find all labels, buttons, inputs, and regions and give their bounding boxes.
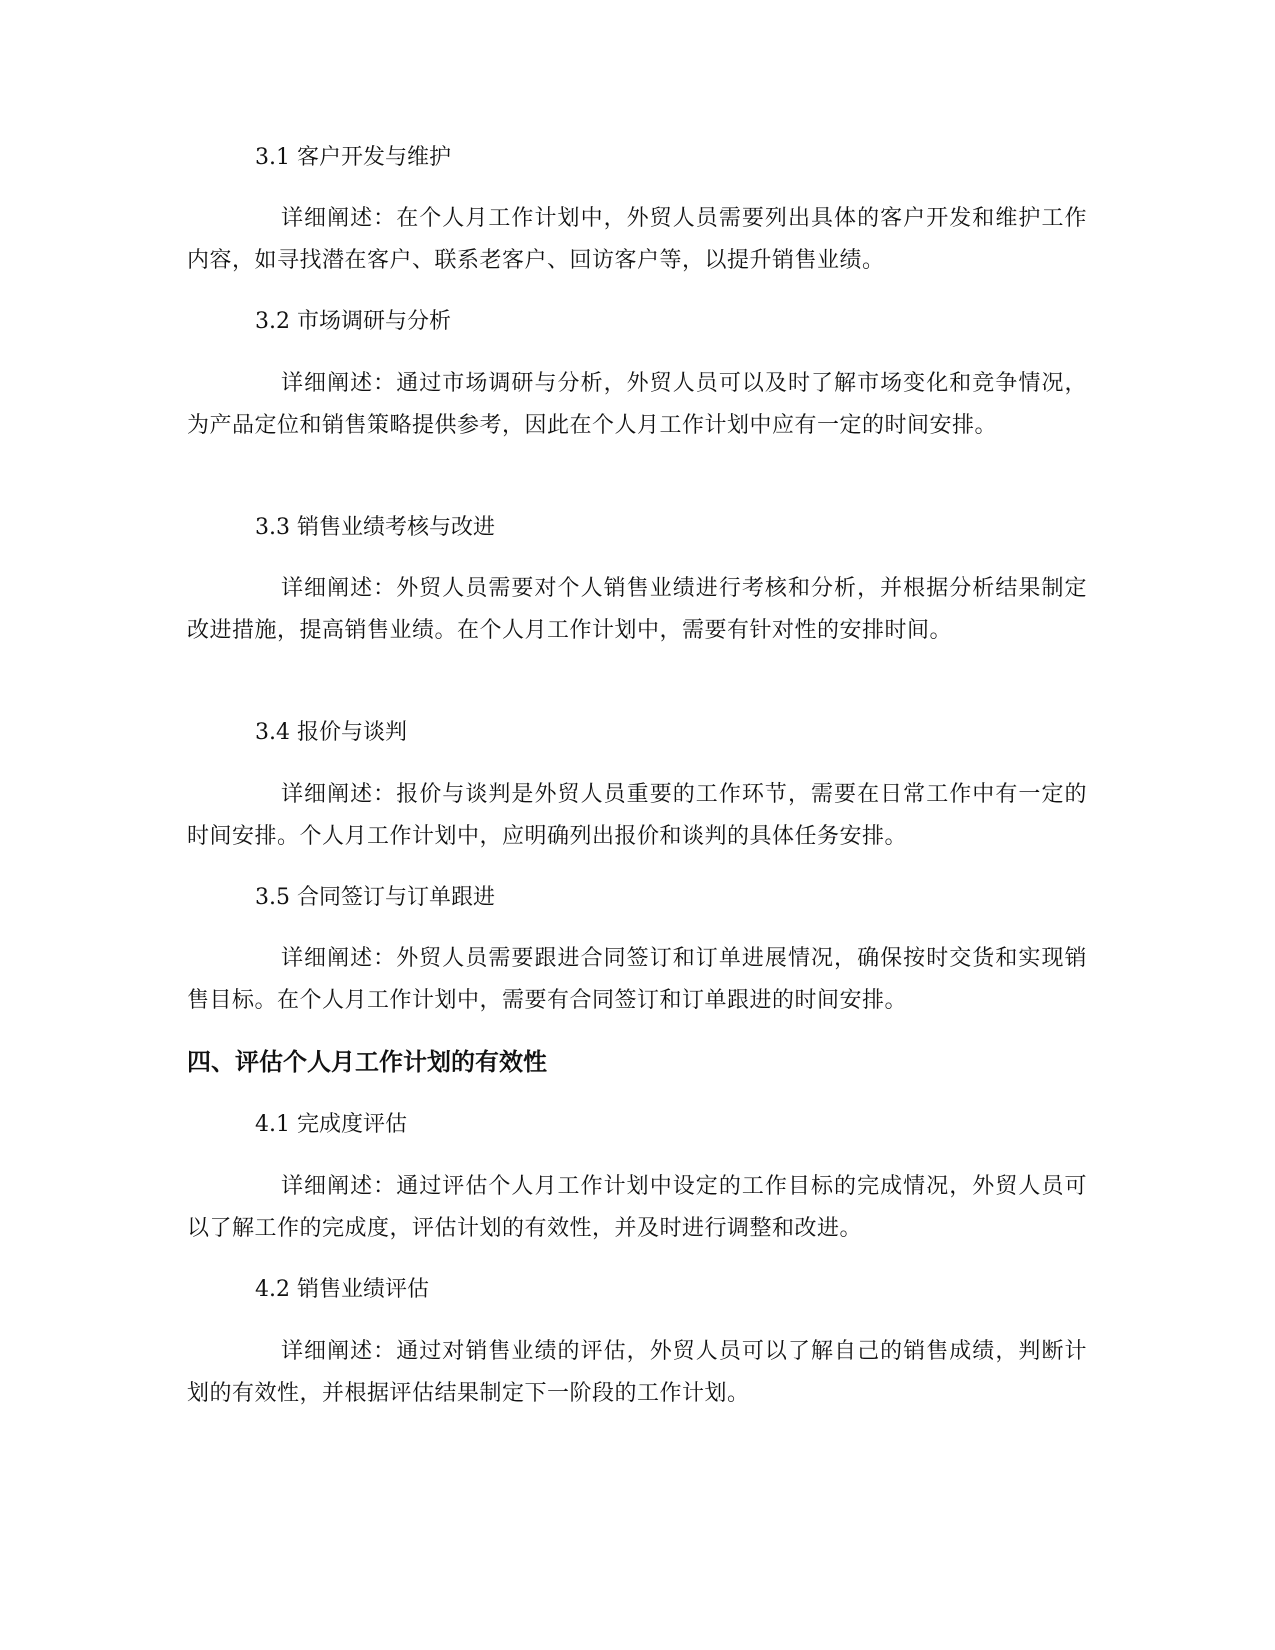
paragraph-3-2: 详细阐述：通过市场调研与分析，外贸人员可以及时了解市场变化和竞争情况，为产品定位和销售策略提供参考，因此在个人月工作计划中应有一定的时间安排。 [187,371,1087,438]
paragraph-3-3: 详细阐述：外贸人员需要对个人销售业绩进行考核和分析，并根据分析结果制定改进措施，提高销售业绩。在个人月工作计划中，需要有针对性的安排时间。 [187,576,1087,643]
subheading-3-3: 3.3 销售业绩考核与改进 [255,515,495,540]
subheading-3-5: 3.5 合同签订与订单跟进 [255,885,495,910]
subheading-3-1: 3.1 客户开发与维护 [255,145,451,170]
paragraph-4-1: 详细阐述：通过评估个人月工作计划中设定的工作目标的完成情况，外贸人员可以了解工作的完成度，评估计划的有效性，并及时进行调整和改进。 [187,1174,1087,1241]
subheading-3-4: 3.4 报价与谈判 [255,720,407,745]
subheading-4-1: 4.1 完成度评估 [255,1112,407,1137]
chapter-heading: 四、评估个人月工作计划的有效性 [187,1048,547,1076]
subheading-3-2: 3.2 市场调研与分析 [255,309,451,334]
subheading-4-2: 4.2 销售业绩评估 [255,1277,429,1302]
paragraph-3-4: 详细阐述：报价与谈判是外贸人员重要的工作环节，需要在日常工作中有一定的时间安排。个人月工作计划中，应明确列出报价和谈判的具体任务安排。 [187,782,1087,849]
paragraph-3-1: 详细阐述：在个人月工作计划中，外贸人员需要列出具体的客户开发和维护工作内容，如寻找潜在客户、联系老客户、回访客户等，以提升销售业绩。 [187,206,1087,273]
paragraph-3-5: 详细阐述：外贸人员需要跟进合同签订和订单进展情况，确保按时交货和实现销售目标。在个人月工作计划中，需要有合同签订和订单跟进的时间安排。 [187,946,1087,1013]
paragraph-4-2: 详细阐述：通过对销售业绩的评估，外贸人员可以了解自己的销售成绩，判断计划的有效性，并根据评估结果制定下一阶段的工作计划。 [187,1339,1087,1406]
